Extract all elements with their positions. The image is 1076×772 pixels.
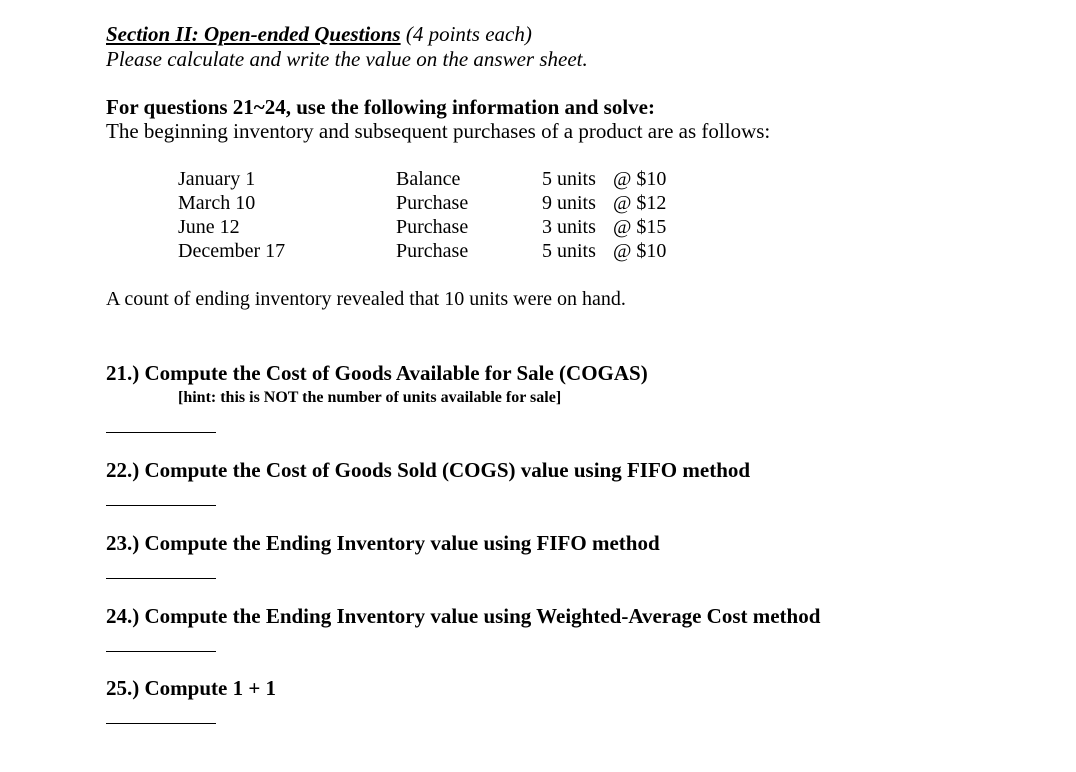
inventory-type: Purchase [396, 240, 469, 262]
inventory-price: @ $10 [613, 240, 667, 262]
question-21-hint: [hint: this is NOT the number of units available for sale] [178, 389, 562, 406]
answer-blank-23 [106, 578, 216, 579]
inventory-price: @ $15 [613, 216, 667, 238]
answer-blank-24 [106, 651, 216, 652]
inventory-date: June 12 [178, 216, 240, 238]
question-23: 23.) Compute the Ending Inventory value using FIFO method [106, 531, 660, 555]
inventory-date: March 10 [178, 192, 256, 214]
inventory-date: December 17 [178, 240, 286, 262]
inventory-type: Purchase [396, 192, 469, 214]
answer-blank-21 [106, 432, 216, 433]
instructions: Please calculate and write the value on the answer sheet. [106, 47, 588, 71]
question-25: 25.) Compute 1 + 1 [106, 676, 277, 700]
points-note: (4 points each) [405, 22, 532, 46]
answer-blank-22 [106, 505, 216, 506]
questions-intro: For questions 21~24, use the following information and solve: [106, 95, 655, 119]
question-22: 22.) Compute the Cost of Goods Sold (COGS) value using FIFO method [106, 458, 751, 482]
inventory-price: @ $10 [613, 168, 667, 190]
inventory-type: Balance [396, 168, 461, 190]
inventory-description: The beginning inventory and subsequent purchases of a product are as follows: [106, 119, 771, 143]
inventory-date: January 1 [178, 168, 256, 190]
inventory-units: 9 units [542, 192, 596, 214]
inventory-price: @ $12 [613, 192, 667, 214]
inventory-units: 3 units [542, 216, 596, 238]
section-header [106, 22, 532, 47]
answer-blank-25 [106, 723, 216, 724]
section-title: Section II: Open-ended Questions [106, 22, 401, 46]
inventory-type: Purchase [396, 216, 469, 238]
question-21: 21.) Compute the Cost of Goods Available for Sale (COGAS) [106, 361, 648, 385]
ending-inventory-count: A count of ending inventory revealed that 10 units were on hand. [106, 288, 626, 310]
inventory-units: 5 units [542, 240, 596, 262]
question-24: 24.) Compute the Ending Inventory value using Weighted-Average Cost method [106, 604, 821, 628]
inventory-units: 5 units [542, 168, 596, 190]
